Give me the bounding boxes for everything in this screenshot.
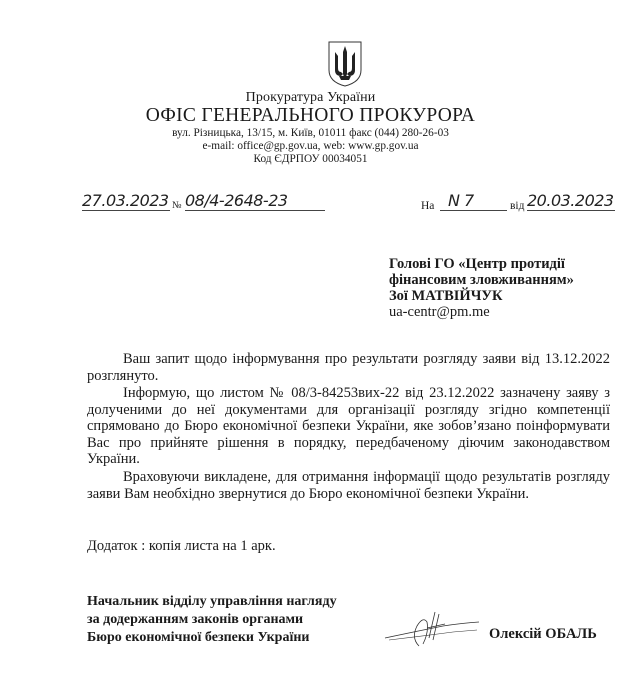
paragraph-text: Враховуючи викладене, для отримання інформації щодо результатів розгляду заяви Вам необхідно звернутися до Бюро економічної безпеки України. — [87, 469, 610, 502]
signer-position-line-1: Начальник відділу управління нагляду — [87, 594, 337, 609]
recipient-block — [389, 256, 574, 320]
office-edrpou: Код ЄДРПОУ 00034051 — [253, 153, 368, 165]
paragraph-text: Інформую, що листом № 08/3-84253вих-22 від 23.12.2022 зазначену заяву з долученими до неї документами для організації розгляду згідно компетенції спрямовано до Бюро економічної безпеки України, яке зобов’язано поінформувати Вас про прийняте рішення в порядку, передбаченому діючим законодавством України. — [87, 385, 610, 468]
office-contacts: e-mail: office@gp.gov.ua, web: www.gp.gov.ua — [202, 140, 419, 152]
recipient-line-2: фінансовим зловживанням» — [389, 272, 574, 288]
coat-of-arms-icon — [327, 40, 363, 88]
outgoing-number: 08/4-2648-23 — [185, 191, 325, 211]
paragraph-text: Ваш запит щодо інформування про результати розгляду заяви від 13.12.2022 розглянуто. — [87, 351, 610, 384]
body-paragraph-2 — [87, 385, 610, 468]
incoming-date: 20.03.2023 — [527, 191, 614, 210]
body-paragraph-3 — [87, 469, 610, 502]
recipient-email: ua-centr@pm.me — [389, 304, 490, 320]
signer-position — [87, 593, 337, 647]
incoming-number: N 7 — [440, 191, 507, 211]
signer-name: Олексій ОБАЛЬ — [489, 626, 597, 642]
signer-position-line-2: за додержанням законів органами — [87, 612, 304, 627]
handwritten-signature — [383, 608, 483, 648]
office-address: вул. Різницька, 13/15, м. Київ, 01011 факс (044) 280-26-03 — [172, 127, 449, 139]
reply-label: На — [421, 200, 435, 212]
recipient-name: Зої МАТВІЙЧУК — [389, 288, 503, 304]
body-paragraph-1 — [87, 351, 610, 384]
number-sign: № — [172, 200, 182, 211]
attachment-note: Додаток : копія листа на 1 арк. — [87, 538, 276, 554]
recipient-line-1: Голові ГО «Центр протидії — [389, 256, 565, 272]
signer-position-line-3: Бюро економічної безпеки України — [87, 630, 310, 645]
from-label: від — [510, 200, 525, 212]
ministry-name: Прокуратура України — [245, 90, 376, 105]
outgoing-date: 27.03.2023 — [82, 191, 169, 210]
office-name: ОФІС ГЕНЕРАЛЬНОГО ПРОКУРОРА — [145, 105, 476, 126]
